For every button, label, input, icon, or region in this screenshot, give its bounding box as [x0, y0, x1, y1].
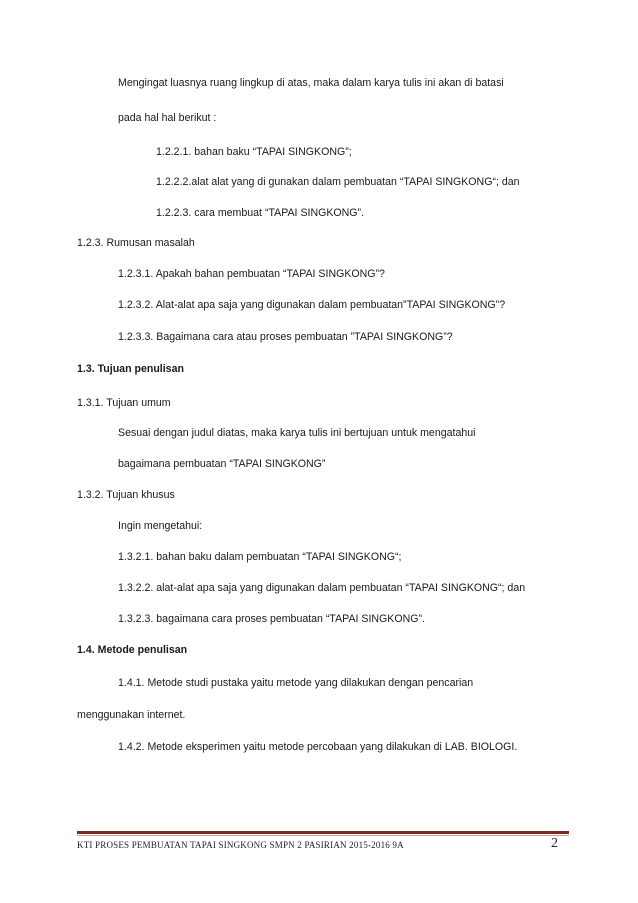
paragraph-line: pada hal hal berikut :: [118, 112, 217, 124]
footer-rule-thin: [77, 835, 569, 836]
section-heading: 1.4. Metode penulisan: [77, 644, 188, 656]
list-item: 1.2.3.3. Bagaimana cara atau proses pembuatan ”TAPAI SINGKONG”?: [118, 331, 453, 343]
section-heading: 1.3. Tujuan penulisan: [77, 363, 184, 375]
paragraph-line: bagaimana pembuatan “TAPAI SINGKONG”: [118, 458, 326, 470]
paragraph-line: Sesuai dengan judul diatas, maka karya tulis ini bertujuan untuk mengatahui: [118, 427, 476, 439]
paragraph-line: Ingin mengetahui:: [118, 520, 203, 532]
subsection-heading: 1.3.2. Tujuan khusus: [77, 489, 175, 501]
list-item: 1.3.2.1. bahan baku dalam pembuatan “TAPAI SINGKONG“;: [118, 551, 402, 563]
list-item: 1.2.2.2.alat alat yang di gunakan dalam pembuatan “TAPAI SINGKONG“; dan: [156, 176, 520, 188]
footer-text: KTI PROSES PEMBUATAN TAPAI SINGKONG SMPN 2 PASIRIAN 2015-2016 9A: [77, 840, 404, 850]
list-item: 1.2.3.1. Apakah bahan pembuatan “TAPAI SINGKONG”?: [118, 268, 385, 280]
list-item: 1.4.2. Metode eksperimen yaitu metode percobaan yang dilakukan di LAB. BIOLOGI.: [118, 741, 518, 753]
list-item: 1.4.1. Metode studi pustaka yaitu metode yang dilakukan dengan pencarian: [118, 677, 474, 689]
list-item: 1.2.3.2. Alat-alat apa saja yang digunakan dalam pembuatan”TAPAI SINGKONG”?: [118, 299, 506, 311]
subsection-heading: 1.3.1. Tujuan umum: [77, 397, 171, 409]
list-item: 1.2.2.3. cara membuat “TAPAI SINGKONG”.: [156, 207, 365, 219]
list-item: 1.2.2.1. bahan baku “TAPAI SINGKONG”;: [156, 146, 352, 158]
list-item: 1.3.2.3. bagaimana cara proses pembuatan “TAPAI SINGKONG”.: [118, 613, 425, 625]
paragraph-line: Mengingat luasnya ruang lingkup di atas, maka dalam karya tulis ini akan di batasi: [118, 77, 504, 89]
list-item: 1.3.2.2. alat-alat apa saja yang digunakan dalam pembuatan “TAPAI SINGKONG“; dan: [118, 582, 526, 594]
footer-rule: [77, 831, 569, 834]
section-heading: 1.2.3. Rumusan masalah: [77, 237, 195, 249]
page-number: 2: [551, 836, 558, 851]
paragraph-line: menggunakan internet.: [77, 709, 186, 721]
